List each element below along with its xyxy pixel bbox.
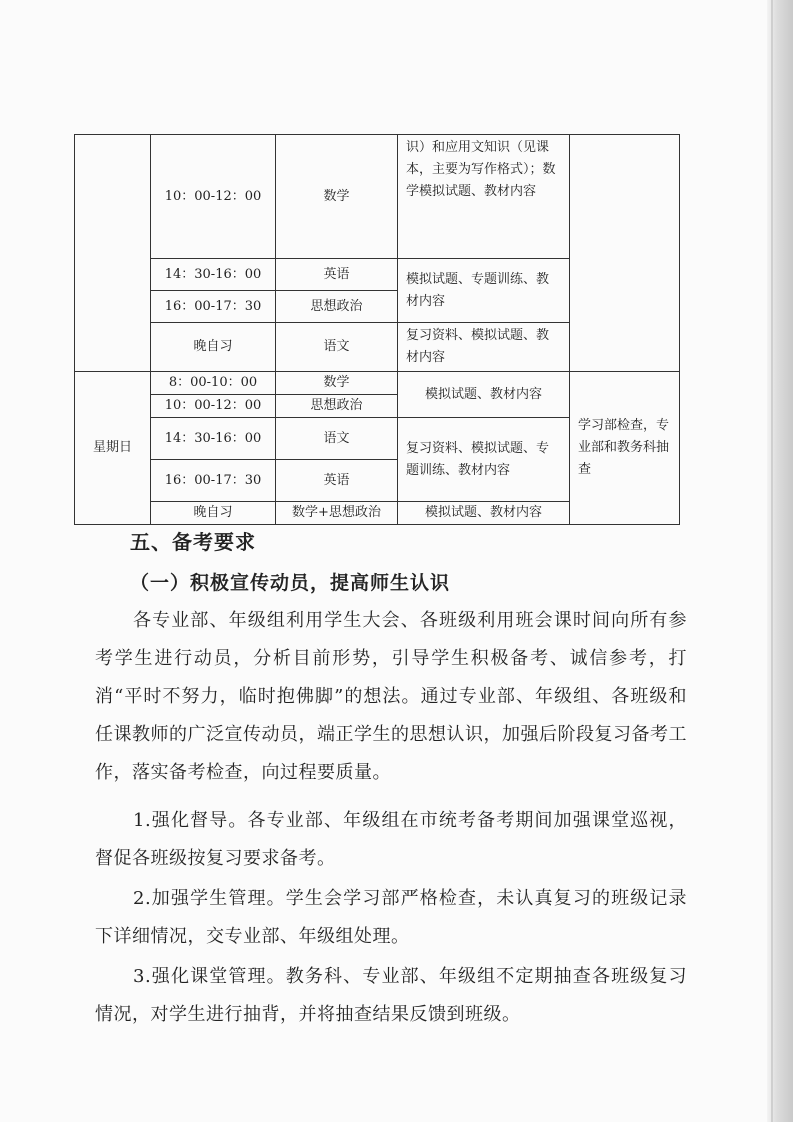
time-cell: 10：00-12：00 (151, 135, 276, 259)
table-row (75, 372, 680, 395)
paragraph: 1.强化督导。各专业部、年级组在市统考备考期间加强课堂巡视，督促各班级按复习要求备考。 (95, 810, 687, 869)
time-cell: 14：30-16：00 (151, 418, 276, 460)
time-cell: 16：00-17：30 (151, 460, 276, 502)
subject-cell: 思想政治 (276, 291, 398, 323)
subject-cell: 语文 (276, 418, 398, 460)
subject-cell: 数学 (276, 135, 398, 259)
scan-edge-line (771, 0, 773, 1122)
subject-cell: 数学 (276, 372, 398, 395)
subsection-title: （一）积极宣传动员，提高师生认识 (130, 572, 451, 594)
content-cell: 识）和应用文知识（见课本，主要为写作格式）；数学模拟试题、教材内容 (398, 135, 570, 259)
paragraph: 各专业部、年级组利用学生大会、各班级利用班会课时间向所有参考学生进行动员，分析目前形势，引导学生积极备考、诚信参考，打消“平时不努力，临时抱佛脚”的想法。通过专业部、年级组、各班级和任课教师的广泛宣传动员，端正学生的思想认识，加强后阶段复习备考工作，落实备考检查，向过程要质量。 (95, 610, 687, 783)
paragraph: 2.加强学生管理。学生会学习部严格检查，未认真复习的班级记录下详细情况，交专业部、年级组处理。 (95, 888, 687, 947)
check-cell: 学习部检查，专业部和教务科抽查 (570, 372, 680, 525)
schedule-table (74, 134, 680, 525)
day-cell: 星期日 (75, 372, 151, 525)
content-cell: 模拟试题、专题训练、教材内容 (398, 259, 570, 323)
time-cell: 晚自习 (151, 323, 276, 372)
subject-cell: 英语 (276, 460, 398, 502)
subject-cell: 英语 (276, 259, 398, 291)
subject-cell: 数学+思想政治 (276, 502, 398, 525)
section-title: 五、备考要求 (130, 530, 256, 554)
content-cell: 模拟试题、教材内容 (398, 502, 570, 525)
paragraph: 3.强化课堂管理。教务科、专业部、年级组不定期抽查各班级复习情况，对学生进行抽背，并将抽查结果反馈到班级。 (95, 966, 687, 1025)
check-cell-blank (570, 135, 680, 372)
content-cell: 复习资料、模拟试题、专题训练、教材内容 (398, 418, 570, 502)
time-cell: 14：30-16：00 (151, 259, 276, 291)
table-row (75, 135, 680, 259)
time-cell: 8：00-10：00 (151, 372, 276, 395)
content-cell: 模拟试题、教材内容 (398, 372, 570, 418)
time-cell: 16：00-17：30 (151, 291, 276, 323)
time-cell: 晚自习 (151, 502, 276, 525)
day-cell-blank (75, 135, 151, 372)
subject-cell: 语文 (276, 323, 398, 372)
content-cell: 复习资料、模拟试题、教材内容 (398, 323, 570, 372)
subject-cell: 思想政治 (276, 395, 398, 418)
time-cell: 10：00-12：00 (151, 395, 276, 418)
